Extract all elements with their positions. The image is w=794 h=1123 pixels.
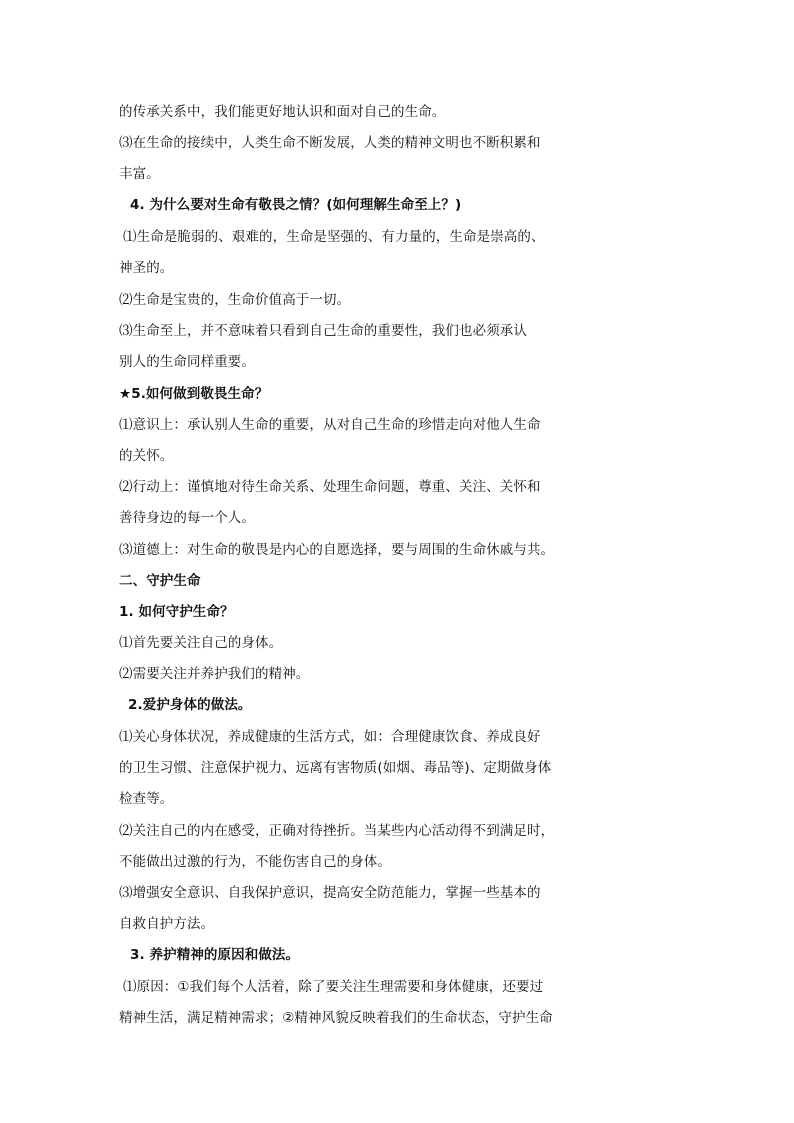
question-heading: 3. 养护精神的原因和做法。 <box>130 947 300 963</box>
list-item: ⑶在生命的接续中，人类生命不断发展，人类的精神文明也不断积累和 <box>119 135 541 151</box>
list-item: ⑵行动上：谨慎地对待生命关系、处理生命问题，尊重、关注、关怀和 <box>119 479 541 495</box>
question-heading: ★5.如何做到敬畏生命？ <box>119 386 269 402</box>
section-heading: 二、守护生命 <box>119 573 201 589</box>
list-item: ⑶增强安全意识、自我保护意识，提高安全防范能力，掌握一些基本的 <box>119 885 541 901</box>
text-line: 丰富。 <box>119 166 160 182</box>
text-line: 别人的生命同样重要。 <box>119 354 255 370</box>
text-line: 神圣的。 <box>119 260 174 276</box>
list-item: ⑴首先要关注自己的身体。 <box>119 635 283 651</box>
text-line: 检查等。 <box>119 791 174 807</box>
list-item: ⑴关心身体状况，养成健康的生活方式，如：合理健康饮食、养成良好 <box>119 729 541 745</box>
list-item: ⑵生命是宝贵的，生命价值高于一切。 <box>119 292 351 308</box>
text-line: 自救自护方法。 <box>119 916 215 932</box>
question-heading: 4. 为什么要对生命有敬畏之情？(如何理解生命至上？) <box>130 197 462 213</box>
text-line: 善待身边的每一个人。 <box>119 510 255 526</box>
list-item: ⑴生命是脆弱的、艰难的，生命是坚强的、有力量的，生命是崇高的、 <box>123 229 545 245</box>
question-heading: 1. 如何守护生命？ <box>119 604 234 620</box>
list-item: ⑵关注自己的内在感受，正确对待挫折。当某些内心活动得不到满足时， <box>119 823 555 839</box>
list-item: ⑶生命至上，并不意味着只看到自己生命的重要性，我们也必须承认 <box>119 323 527 339</box>
question-heading: 2.爱护身体的做法。 <box>128 697 252 713</box>
list-item: ⑵需要关注并养护我们的精神。 <box>119 666 310 682</box>
text-line: 精神生活，满足精神需求；②精神风貌反映着我们的生命状态，守护生命 <box>119 1010 553 1026</box>
text-line: 不能做出过激的行为，不能伤害自己的身体。 <box>119 854 391 870</box>
list-item: ⑴意识上：承认别人生命的重要，从对自己生命的珍惜走向对他人生命 <box>119 417 541 433</box>
list-item: ⑶道德上：对生命的敬畏是内心的自愿选择，要与周围的生命休戚与共。 <box>119 542 555 558</box>
text-line: 的卫生习惯、注意保护视力、远离有害物质(如烟、毒品等)、定期做身体 <box>119 760 552 776</box>
text-line: 的关怀。 <box>119 448 174 464</box>
text-line: 的传承关系中，我们能更好地认识和面对自己的生命。 <box>119 104 446 120</box>
list-item: ⑴原因：①我们每个人活着，除了要关注生理需要和身体健康，还要过 <box>123 979 544 995</box>
